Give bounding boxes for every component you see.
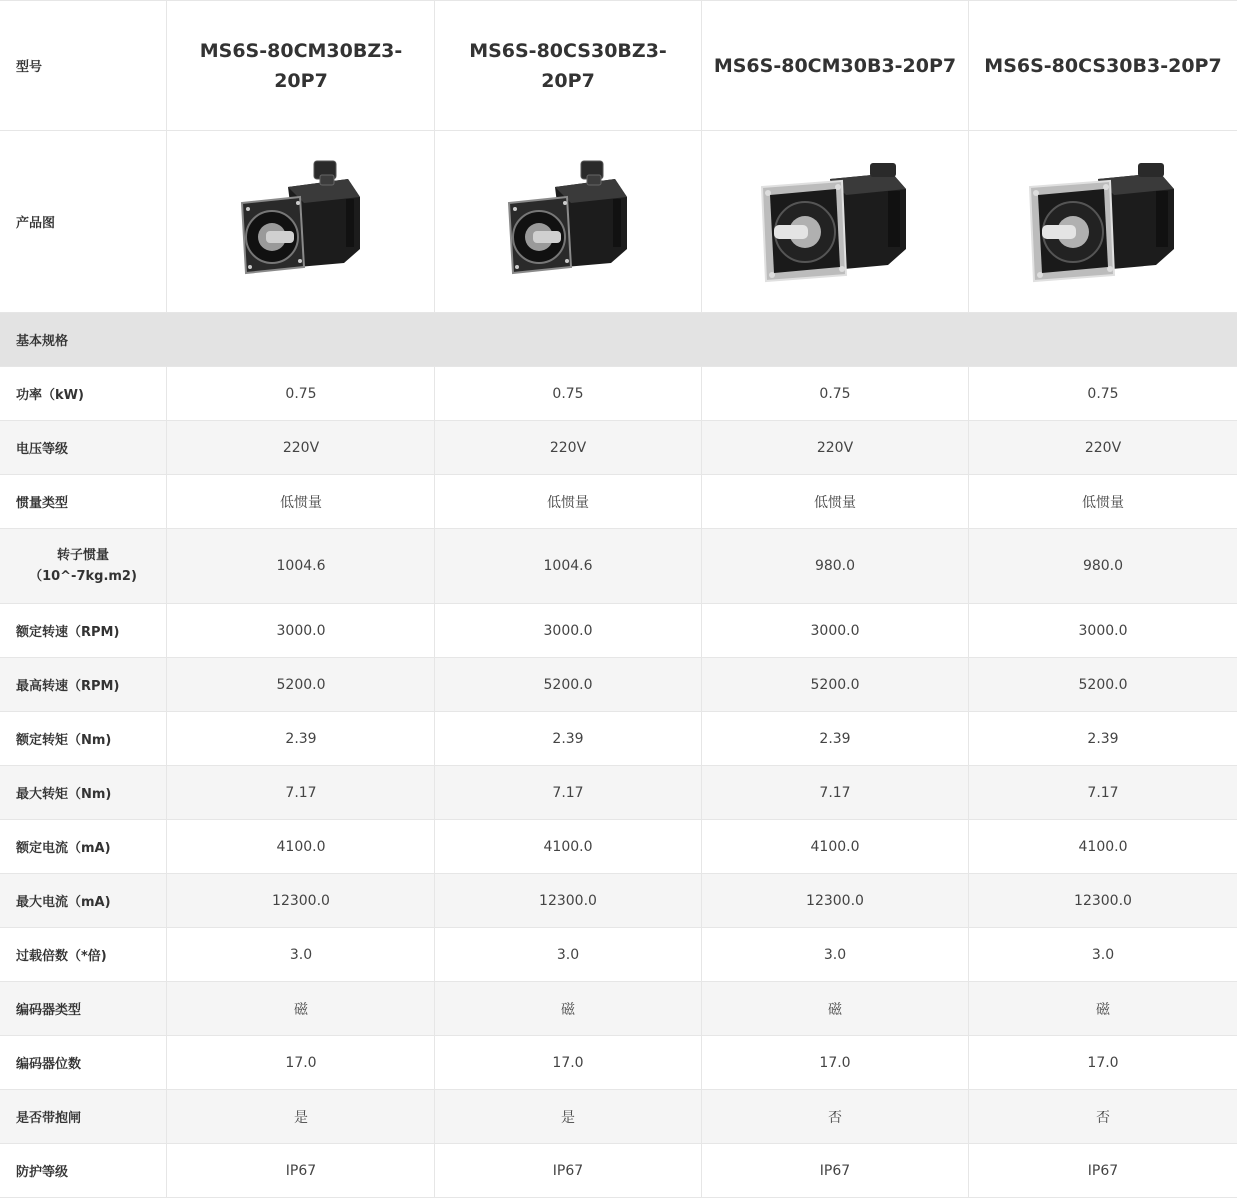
table-row: [0, 421, 1237, 475]
row-label: 最高转速（RPM): [0, 658, 167, 711]
spec-value: 17.0: [702, 1036, 969, 1089]
model-header-row: [0, 0, 1237, 131]
spec-value: 980.0: [702, 529, 969, 603]
table-row: [0, 874, 1237, 928]
motor-icon: [760, 157, 910, 287]
table-row: [0, 766, 1237, 820]
spec-value: 低惯量: [435, 475, 702, 528]
motor-icon: [1028, 157, 1178, 287]
table-row: [0, 367, 1237, 421]
spec-value: 3.0: [168, 928, 435, 981]
row-label: 最大转矩（Nm): [0, 766, 167, 819]
spec-value: 2.39: [1087, 730, 1119, 747]
spec-value: IP67: [168, 1144, 435, 1197]
row-label: 编码器位数: [0, 1036, 167, 1089]
spec-value: 否: [1096, 1109, 1110, 1126]
spec-value: 17.0: [1087, 1054, 1119, 1071]
spec-value: 12300.0: [168, 874, 435, 927]
spec-value: 2.39: [435, 712, 702, 765]
spec-value: 磁: [435, 982, 702, 1035]
spec-value: 磁: [168, 982, 435, 1035]
spec-value: 7.17: [168, 766, 435, 819]
spec-value: 2.39: [168, 712, 435, 765]
spec-value: 5200.0: [435, 658, 702, 711]
table-row: [0, 982, 1237, 1036]
spec-value: 是: [435, 1090, 702, 1143]
spec-value: 0.75: [435, 367, 702, 420]
row-label: 转子惯量（10^-7kg.m2): [0, 529, 167, 603]
spec-value: 12300.0: [435, 874, 702, 927]
model-name: MS6S-80CM30B3-20P7: [702, 1, 969, 130]
spec-value: IP67: [1087, 1162, 1119, 1179]
spec-value: 17.0: [435, 1036, 702, 1089]
motor-with-brake-icon: [236, 157, 366, 287]
spec-value: 5200.0: [168, 658, 435, 711]
spec-value: 220V: [1084, 439, 1122, 456]
spec-value: 3000.0: [168, 604, 435, 657]
spec-value: 磁: [702, 982, 969, 1035]
spec-value: 7.17: [702, 766, 969, 819]
spec-value: 1004.6: [168, 529, 435, 603]
table-row: [0, 1036, 1237, 1090]
section-basic-specs: 基本规格: [0, 313, 1237, 367]
spec-value: 低惯量: [168, 475, 435, 528]
spec-value: IP67: [702, 1144, 969, 1197]
spec-value: 3000.0: [1078, 622, 1128, 639]
table-row: [0, 1144, 1237, 1198]
spec-value: 5200.0: [1078, 676, 1128, 693]
spec-value: 4100.0: [435, 820, 702, 873]
product-image: [168, 131, 435, 312]
row-label: 过载倍数（*倍): [0, 928, 167, 981]
spec-value: 3.0: [702, 928, 969, 981]
row-label: 电压等级: [0, 421, 167, 474]
model-name: MS6S-80CS30BZ3-20P7: [435, 1, 702, 130]
spec-value: 12300.0: [702, 874, 969, 927]
spec-value: 低惯量: [702, 475, 969, 528]
spec-value: 17.0: [168, 1036, 435, 1089]
spec-rows: [0, 367, 1237, 1198]
spec-value: 220V: [702, 421, 969, 474]
table-row: [0, 928, 1237, 982]
table-row: [0, 820, 1237, 874]
model-name: MS6S-80CS30B3-20P7: [984, 54, 1222, 77]
spec-value: 低惯量: [1082, 494, 1124, 511]
table-row: [0, 1090, 1237, 1144]
row-label: 额定转速（RPM): [0, 604, 167, 657]
spec-value: 980.0: [1082, 558, 1124, 574]
row-label-model: 型号: [0, 1, 167, 130]
row-label: 防护等级: [0, 1144, 167, 1197]
product-image: [969, 131, 1237, 312]
spec-value: 0.75: [1087, 385, 1119, 402]
spec-value: 7.17: [1087, 784, 1119, 801]
spec-value: 7.17: [435, 766, 702, 819]
spec-value: 5200.0: [702, 658, 969, 711]
product-image: [702, 131, 969, 312]
table-row: [0, 529, 1237, 604]
row-label-image: 产品图: [0, 131, 167, 312]
row-label: 功率（kW): [0, 367, 167, 420]
model-name: MS6S-80CM30BZ3-20P7: [168, 1, 435, 130]
row-label: 最大电流（mA): [0, 874, 167, 927]
spec-value: IP67: [435, 1144, 702, 1197]
table-row: [0, 658, 1237, 712]
spec-value: 2.39: [702, 712, 969, 765]
spec-value: 0.75: [168, 367, 435, 420]
motor-with-brake-icon: [503, 157, 633, 287]
spec-value: 3000.0: [435, 604, 702, 657]
spec-value: 12300.0: [1074, 892, 1132, 909]
spec-value: 3000.0: [702, 604, 969, 657]
row-label: 是否带抱闸: [0, 1090, 167, 1143]
spec-value: 220V: [435, 421, 702, 474]
spec-value: 否: [702, 1090, 969, 1143]
row-label: 惯量类型: [0, 475, 167, 528]
spec-value: 是: [168, 1090, 435, 1143]
row-label: 额定电流（mA): [0, 820, 167, 873]
spec-value: 磁: [1096, 1001, 1110, 1018]
table-row: [0, 475, 1237, 529]
spec-value: 0.75: [702, 367, 969, 420]
product-image: [435, 131, 702, 312]
spec-value: 1004.6: [435, 529, 702, 603]
row-label: 编码器类型: [0, 982, 167, 1035]
spec-value: 4100.0: [1078, 838, 1128, 855]
spec-value: 3.0: [1091, 946, 1115, 963]
spec-value: 4100.0: [168, 820, 435, 873]
table-row: [0, 604, 1237, 658]
spec-value: 3.0: [435, 928, 702, 981]
product-image-row: [0, 131, 1237, 313]
table-row: [0, 712, 1237, 766]
spec-value: 220V: [168, 421, 435, 474]
spec-value: 4100.0: [702, 820, 969, 873]
row-label: 额定转矩（Nm): [0, 712, 167, 765]
